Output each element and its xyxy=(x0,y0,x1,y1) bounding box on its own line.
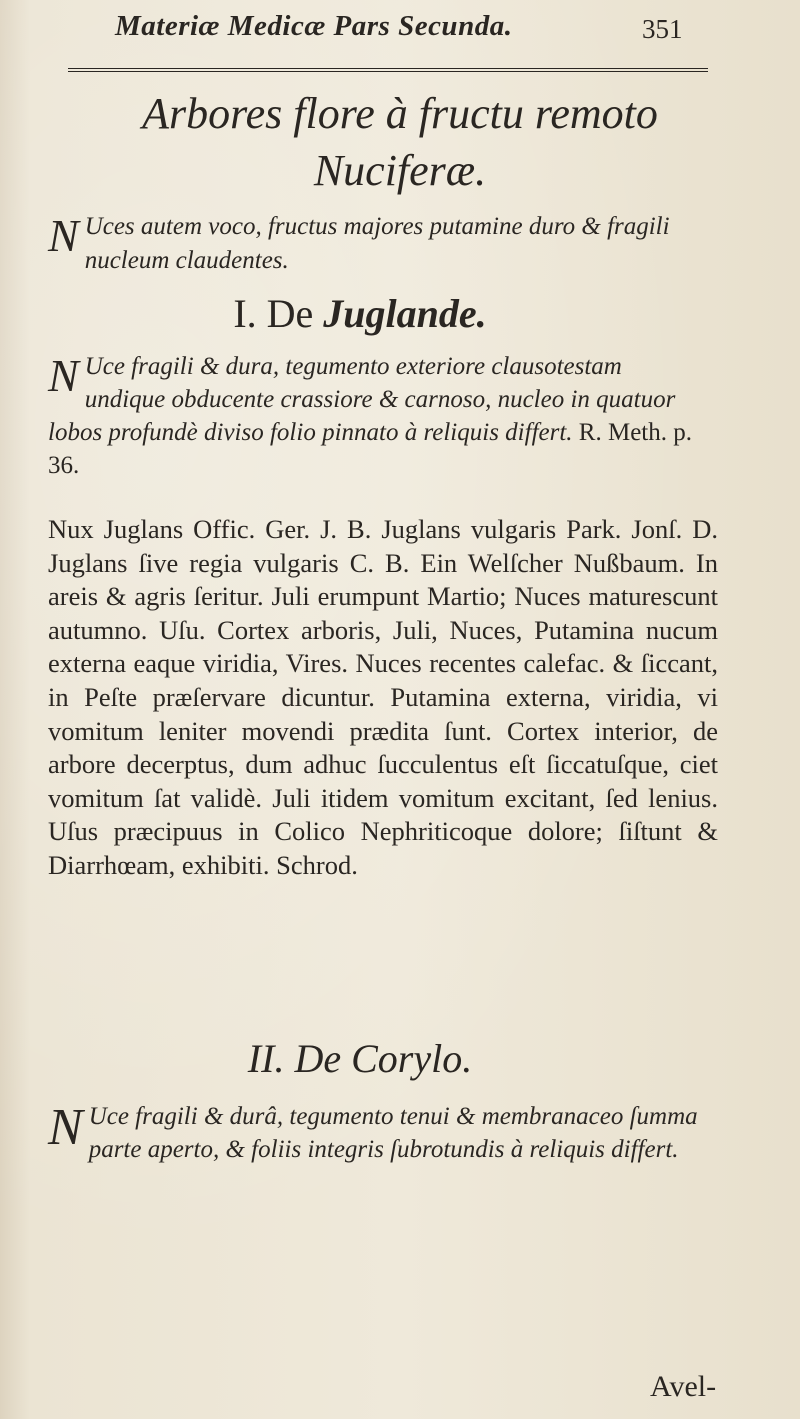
section-heading-juglans xyxy=(60,290,660,337)
running-head: Materiæ Medicæ Pars Secunda. xyxy=(115,10,513,42)
header-rule xyxy=(68,68,708,72)
section-heading-corylus xyxy=(60,1035,660,1082)
dropcap: N xyxy=(48,1099,83,1156)
dropcap: N xyxy=(48,350,79,401)
page-number: 351 xyxy=(642,14,683,44)
corylus-description xyxy=(48,1100,708,1166)
section-number: I. De xyxy=(233,291,314,336)
intro-text: Uces autem voco, fructus majores putamine duro & fragili nucleum claudentes. xyxy=(84,213,670,274)
chapter-title-line2: Nuciferæ. xyxy=(313,146,487,195)
juglans-description-text: Uce fragili & dura, tegumento exteriore clausotestam undique obducente crassiore & carnoso, nucleo in quatuor lobos profundè diviso folio pinnato à reliquis differt. xyxy=(48,353,676,446)
juglans-body: Nux Juglans Offic. Ger. J. B. Juglans vulgaris Park. Jonſ. D. Juglans ſive regia vulgaris C. B. Ein Welſcher Nußbaum. In areis & agris ſeritur. Juli erumpunt Martio; Nuces maturescunt autumno. Uſu. Cortex arboris, Juli, Nuces, Putamina nucum externa eaque viridia, Vires. Nuces recentes calefac. & ſiccant, in Peſte præſervare dicuntur. Putamina externa, viridia, vi vomitum leniter movendi prædita ſunt. Cortex interior, de arbore decerptus, dum adhuc ſucculentus eſt ſiccatuſque, ciet vomitum ſat validè. Juli itidem vomitum excitant, ſed lenius. Uſus præcipuus in Colico Nephriticoque dolore; ſiſtunt & Diarrhœam, exhibiti. Schrod. xyxy=(48,514,718,880)
chapter-title-line1: Arbores flore à fructu remoto xyxy=(142,89,658,138)
dropcap: N xyxy=(48,210,79,261)
section-name: Juglande. xyxy=(323,291,487,336)
catchword: Avel- xyxy=(650,1370,717,1403)
corylus-description-text: Uce fragili & durâ, tegumento tenui & membranaceo ſumma parte aperto, & foliis integris ſubrotundis à reliquis differt. xyxy=(88,1103,698,1163)
section-name: Corylo. xyxy=(351,1036,473,1081)
section-number: II. De xyxy=(247,1036,342,1081)
intro-paragraph xyxy=(48,210,708,278)
juglans-description xyxy=(48,350,708,482)
juglans-reference: R. Meth. p. 36. xyxy=(48,419,692,479)
